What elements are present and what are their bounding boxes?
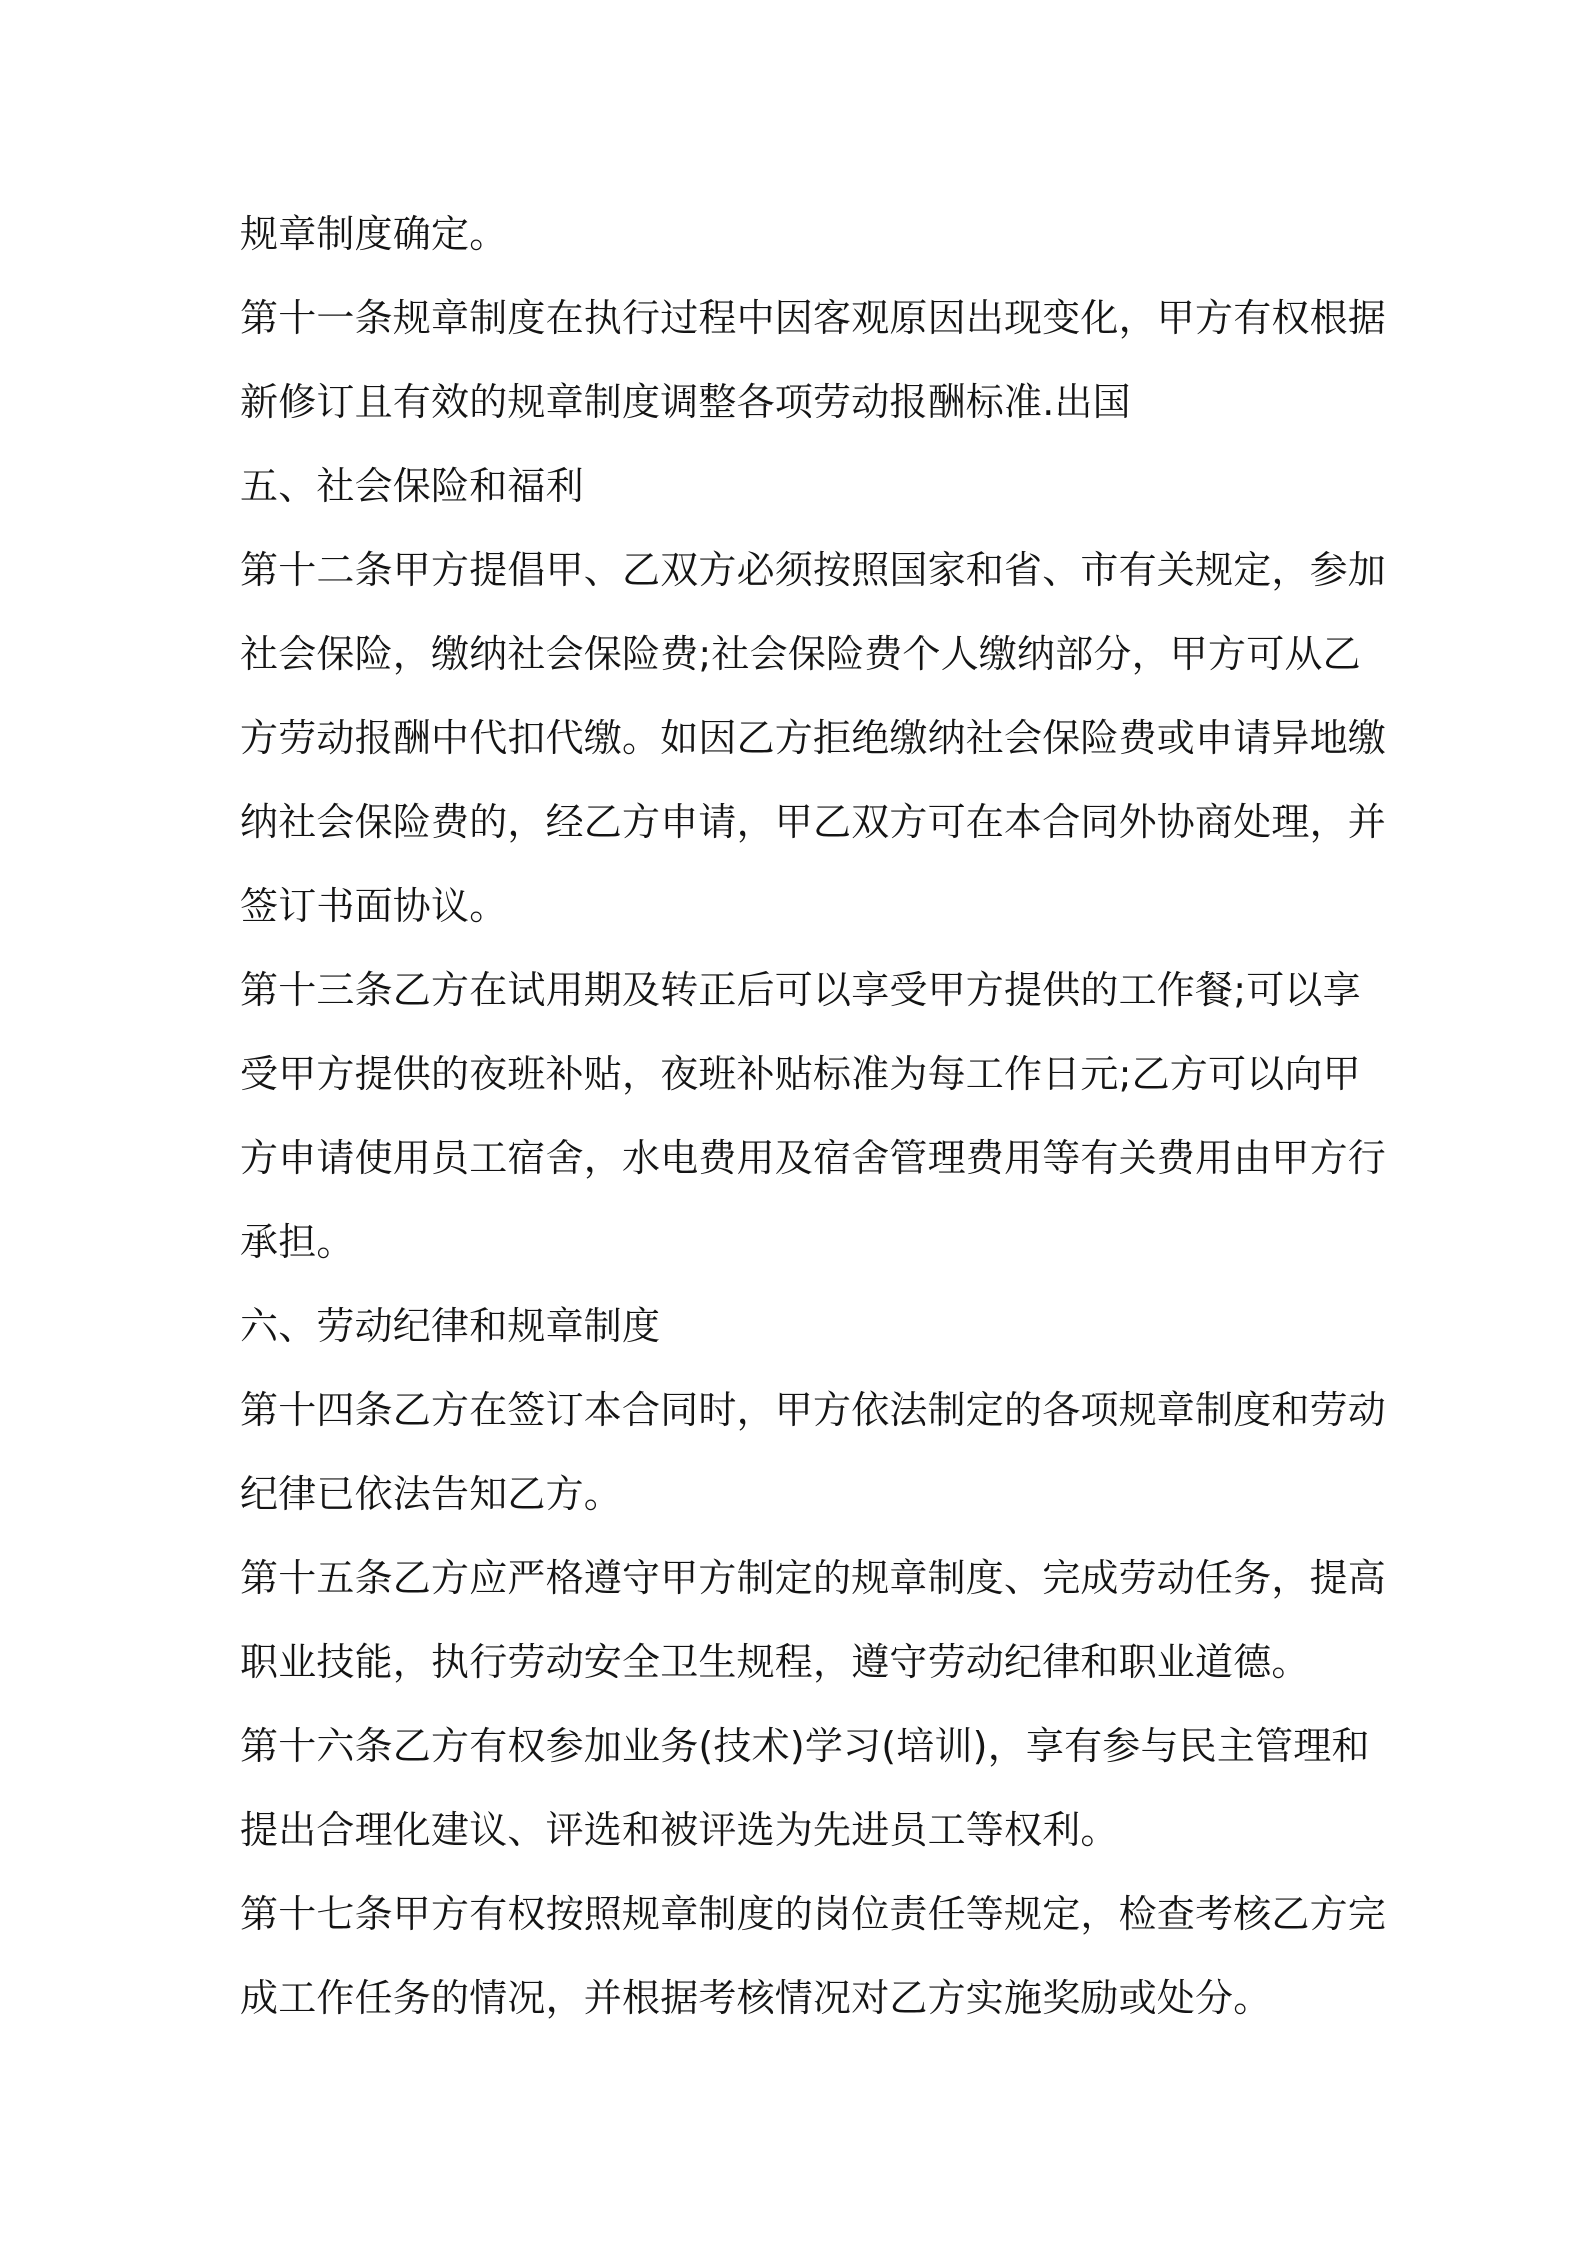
text-line: 成工作任务的情况，并根据考核情况对乙方实施奖励或处分。 — [240, 1976, 1272, 2020]
section-heading: 五、社会保险和福利 — [240, 464, 584, 508]
text-line: 第十二条甲方提倡甲、乙双方必须按照国家和省、市有关规定，参加 — [240, 548, 1387, 592]
text-line: 社会保险，缴纳社会保险费;社会保险费个人缴纳部分，甲方可从乙 — [240, 632, 1361, 676]
text-line: 规章制度确定。 — [240, 212, 508, 256]
text-line: 方申请使用员工宿舍，水电费用及宿舍管理费用等有关费用由甲方行 — [240, 1136, 1387, 1180]
text-line: 新修订且有效的规章制度调整各项劳动报酬标准.出国 — [240, 380, 1131, 424]
text-line: 第十四条乙方在签订本合同时，甲方依法制定的各项规章制度和劳动 — [240, 1388, 1387, 1432]
text-line: 受甲方提供的夜班补贴，夜班补贴标准为每工作日元;乙方可以向甲 — [240, 1052, 1361, 1096]
text-line: 提出合理化建议、评选和被评选为先进员工等权利。 — [240, 1808, 1119, 1852]
text-line: 职业技能，执行劳动安全卫生规程，遵守劳动纪律和职业道德。 — [240, 1640, 1310, 1684]
text-line: 第十五条乙方应严格遵守甲方制定的规章制度、完成劳动任务，提高 — [240, 1556, 1387, 1600]
text-line: 签订书面协议。 — [240, 884, 508, 928]
text-line: 第十六条乙方有权参加业务(技术)学习(培训)，享有参与民主管理和 — [240, 1724, 1370, 1768]
text-line: 纳社会保险费的，经乙方申请，甲乙双方可在本合同外协商处理，并 — [240, 800, 1387, 844]
text-line: 第十七条甲方有权按照规章制度的岗位责任等规定，检查考核乙方完 — [240, 1892, 1387, 1936]
text-line: 第十三条乙方在试用期及转正后可以享受甲方提供的工作餐;可以享 — [240, 968, 1361, 1012]
section-heading: 六、劳动纪律和规章制度 — [240, 1304, 661, 1348]
text-line: 方劳动报酬中代扣代缴。如因乙方拒绝缴纳社会保险费或申请异地缴 — [240, 716, 1387, 760]
text-line: 第十一条规章制度在执行过程中因客观原因出现变化，甲方有权根据 — [240, 296, 1387, 340]
document-body — [240, 192, 1387, 2040]
text-line: 纪律已依法告知乙方。 — [240, 1472, 623, 1516]
text-line: 承担。 — [240, 1220, 355, 1264]
